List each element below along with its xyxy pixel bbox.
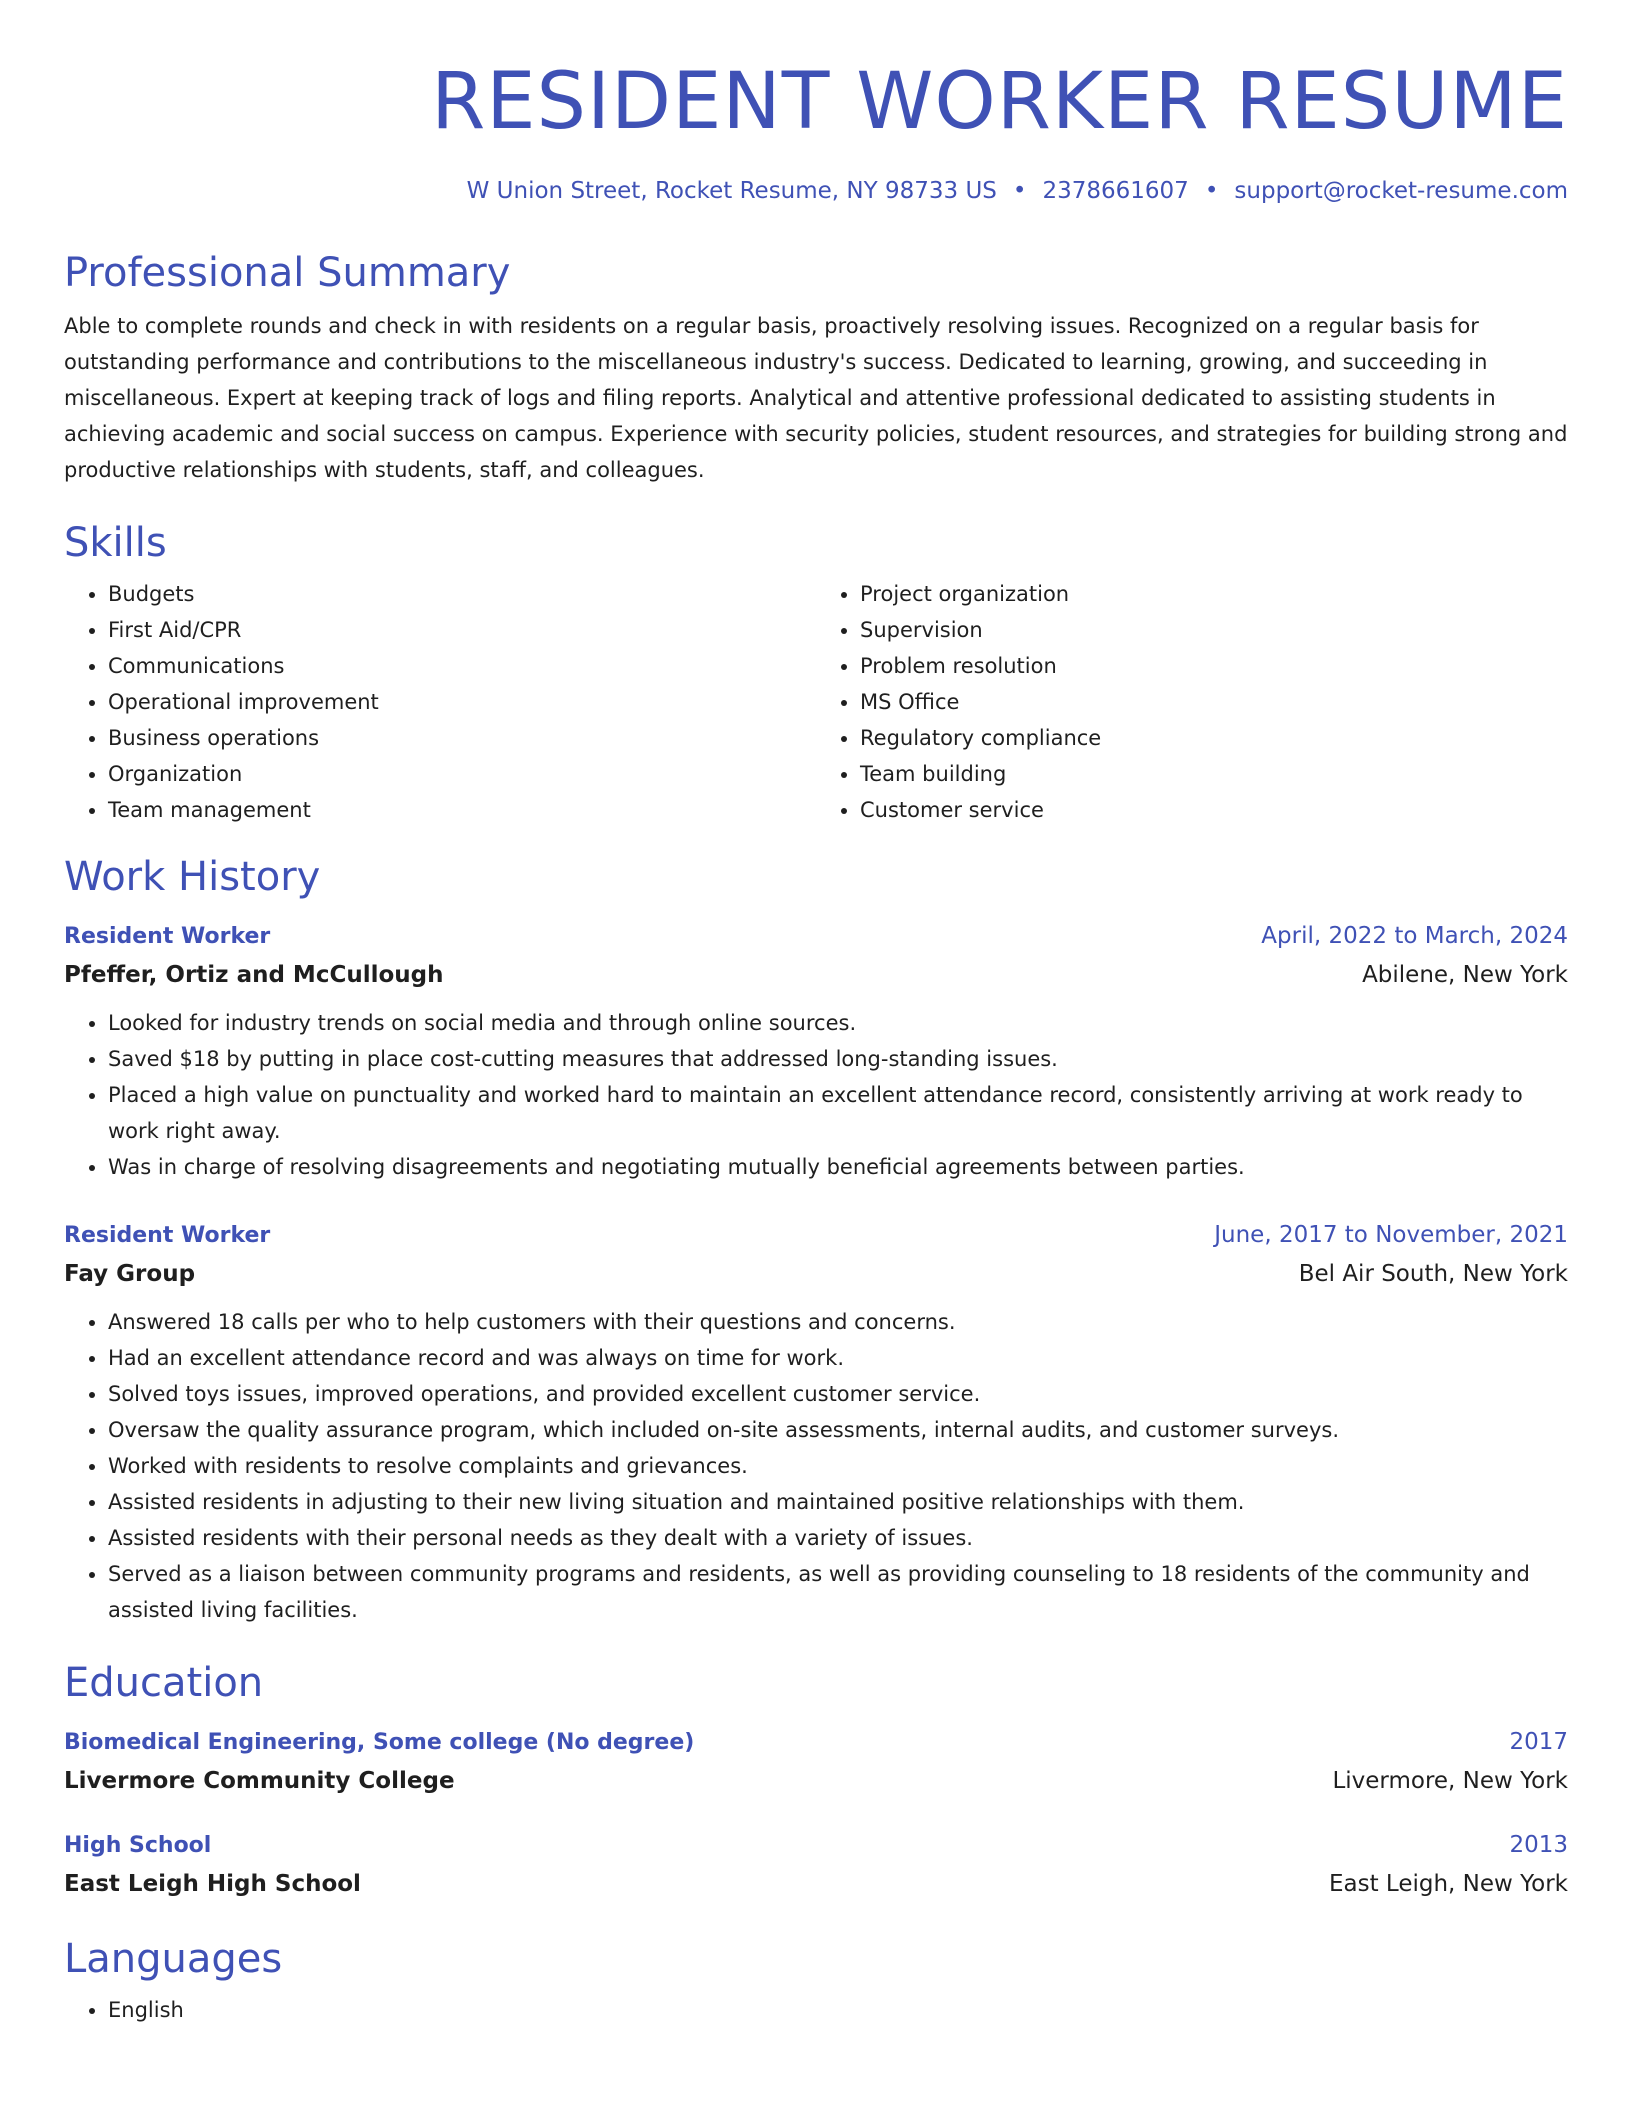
contact-address: W Union Street, Rocket Resume, NY 98733 US bbox=[466, 178, 997, 204]
job-bullet: • Was in charge of resolving disagreements and negotiating mutually beneficial agreements between parties. bbox=[108, 1149, 1568, 1185]
section-heading-work-history: Work History bbox=[64, 854, 321, 900]
skills-column-right bbox=[816, 576, 1568, 828]
education-entry bbox=[64, 1724, 1568, 1801]
contact-email: support@rocket-resume.com bbox=[1234, 178, 1568, 204]
separator-dot: • bbox=[1012, 178, 1027, 204]
contact-phone: 2378661607 bbox=[1042, 178, 1189, 204]
skill-item: • Customer service bbox=[860, 792, 1568, 828]
job-bullet: • Assisted residents in adjusting to their new living situation and maintained positive relationships with them. bbox=[108, 1484, 1568, 1520]
graduation-year: 2013 bbox=[1509, 1832, 1568, 1858]
job-title: Resident Worker bbox=[64, 1223, 271, 1248]
job-bullet: • Worked with residents to resolve complaints and grievances. bbox=[108, 1448, 1568, 1484]
graduation-year: 2017 bbox=[1509, 1729, 1568, 1755]
degree-name: High School bbox=[64, 1833, 212, 1858]
job-entry bbox=[64, 1217, 1568, 1628]
skill-item: • Operational improvement bbox=[108, 684, 816, 720]
job-bullet: • Had an excellent attendance record and was always on time for work. bbox=[108, 1340, 1568, 1376]
section-heading-languages: Languages bbox=[64, 1936, 283, 1982]
job-bullets bbox=[64, 1304, 1568, 1628]
company-name: Fay Group bbox=[64, 1261, 196, 1287]
job-dates: June, 2017 to November, 2021 bbox=[1214, 1222, 1568, 1248]
skills-column-left bbox=[64, 576, 816, 828]
languages-list bbox=[64, 1992, 1568, 2028]
job-entry bbox=[64, 918, 1568, 1185]
separator-dot: • bbox=[1204, 178, 1219, 204]
school-location: East Leigh, New York bbox=[1328, 1871, 1568, 1897]
skill-item: • Communications bbox=[108, 648, 816, 684]
job-bullet: • Solved toys issues, improved operations, and provided excellent customer service. bbox=[108, 1376, 1568, 1412]
job-location: Bel Air South, New York bbox=[1298, 1261, 1568, 1287]
skill-item: • Problem resolution bbox=[860, 648, 1568, 684]
summary-paragraph: Able to complete rounds and check in with residents on a regular basis, proactively resolving issues. Recognized on a regular basis for outstanding performance and contributions to the miscellaneous industry's success. Dedicated to learning, growing, and succeeding in miscellaneous. Expert at keeping track of logs and filing reports. Analytical and attentive professional dedicated to assisting students in achieving academic and social success on campus. Experience with security policies, student resources, and strategies for building strong and productive relationships with students, staff, and colleagues. bbox=[64, 314, 1568, 482]
skill-item: • First Aid/CPR bbox=[108, 612, 816, 648]
skill-item: • Regulatory compliance bbox=[860, 720, 1568, 756]
skill-item: • MS Office bbox=[860, 684, 1568, 720]
job-bullet: • Served as a liaison between community programs and residents, as well as providing counseling to 18 residents of the community and assisted living facilities. bbox=[108, 1556, 1568, 1628]
job-dates: April, 2022 to March, 2024 bbox=[1261, 923, 1568, 949]
skills-list bbox=[64, 576, 1568, 828]
skill-item: • Team management bbox=[108, 792, 816, 828]
skill-item: • Project organization bbox=[860, 576, 1568, 612]
skill-item: • Business operations bbox=[108, 720, 816, 756]
job-bullet: • Answered 18 calls per who to help customers with their questions and concerns. bbox=[108, 1304, 1568, 1340]
job-bullet: • Oversaw the quality assurance program, which included on-site assessments, internal audits, and customer surveys. bbox=[108, 1412, 1568, 1448]
job-bullets bbox=[64, 1005, 1568, 1185]
job-bullet: • Saved $18 by putting in place cost-cutting measures that addressed long-standing issues. bbox=[108, 1041, 1568, 1077]
school-name: Livermore Community College bbox=[64, 1768, 455, 1794]
skill-item: • Budgets bbox=[108, 576, 816, 612]
job-location: Abilene, New York bbox=[1362, 962, 1568, 988]
job-bullet: • Placed a high value on punctuality and worked hard to maintain an excellent attendance record, consistently arriving at work ready to work right away. bbox=[108, 1077, 1568, 1149]
contact-line bbox=[64, 176, 1568, 206]
resume-page bbox=[64, 0, 1568, 2028]
section-heading-education: Education bbox=[64, 1660, 264, 1706]
skill-item: • Supervision bbox=[860, 612, 1568, 648]
skill-item: • Organization bbox=[108, 756, 816, 792]
resume-title: RESIDENT WORKER RESUME bbox=[431, 57, 1568, 147]
language-item: • English bbox=[108, 1992, 1568, 2028]
section-heading-skills: Skills bbox=[64, 520, 167, 566]
section-heading-summary: Professional Summary bbox=[64, 250, 511, 296]
company-name: Pfeffer, Ortiz and McCullough bbox=[64, 962, 444, 988]
school-name: East Leigh High School bbox=[64, 1871, 361, 1897]
school-location: Livermore, New York bbox=[1332, 1768, 1568, 1794]
skill-item: • Team building bbox=[860, 756, 1568, 792]
degree-name: Biomedical Engineering, Some college (No degree) bbox=[64, 1730, 695, 1755]
job-title: Resident Worker bbox=[64, 924, 271, 949]
job-bullet: • Assisted residents with their personal needs as they dealt with a variety of issues. bbox=[108, 1520, 1568, 1556]
education-entry bbox=[64, 1827, 1568, 1904]
job-bullet: • Looked for industry trends on social media and through online sources. bbox=[108, 1005, 1568, 1041]
